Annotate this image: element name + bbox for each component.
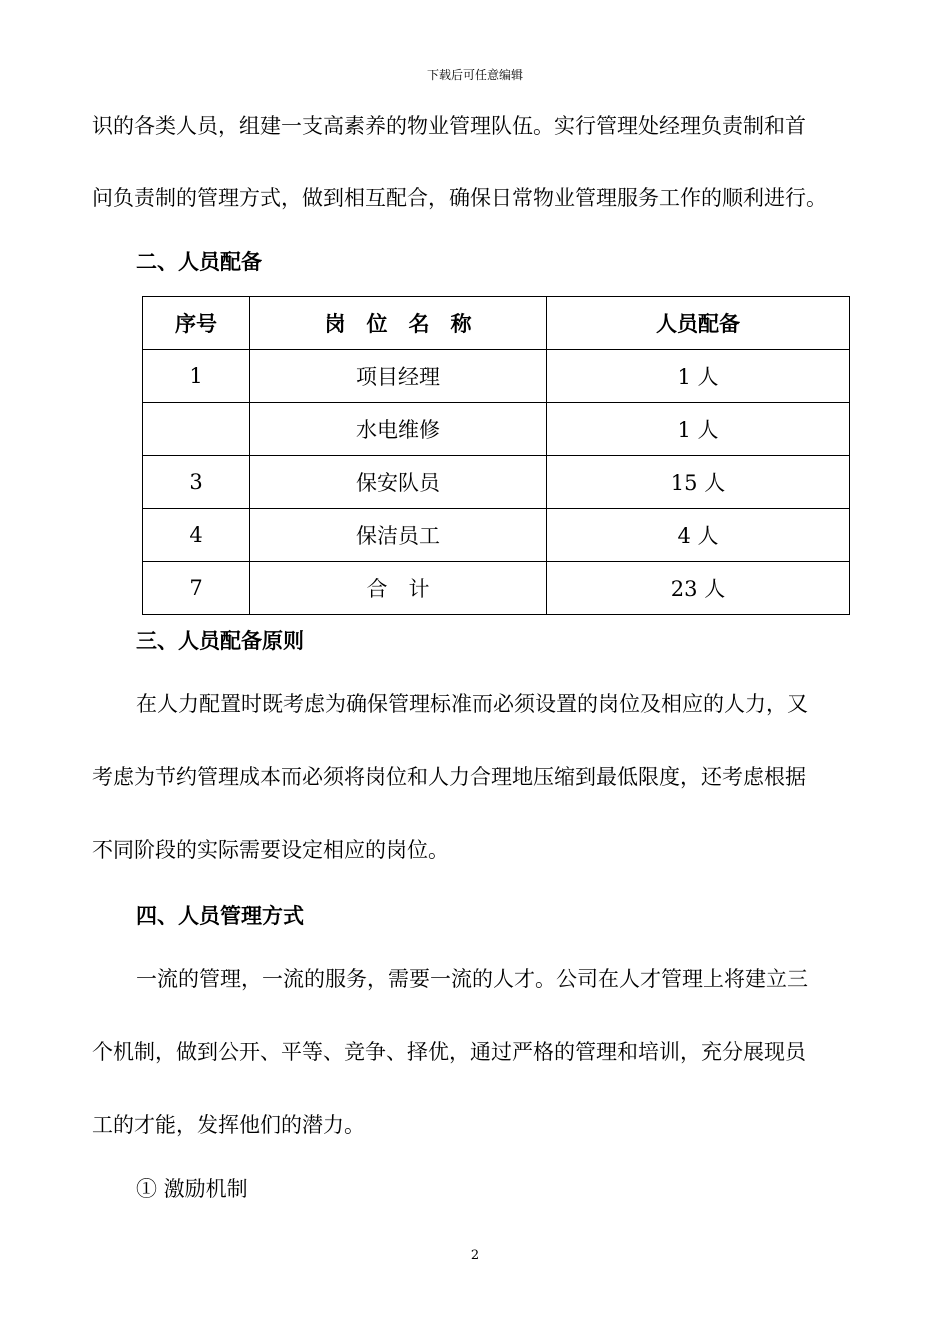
- table-row: [143, 456, 850, 509]
- cell-staffing: 23 人: [547, 562, 850, 615]
- cell-serial: 4: [143, 509, 250, 562]
- section-2-heading: 二、人员配备: [136, 250, 262, 274]
- cell-staffing: 4 人: [547, 509, 850, 562]
- header-serial: 序号: [143, 297, 250, 350]
- cell-position: 保洁员工: [250, 509, 547, 562]
- staffing-table: [142, 296, 850, 615]
- cell-serial: 3: [143, 456, 250, 509]
- header-staffing: 人员配备: [547, 297, 850, 350]
- cell-serial: 1: [143, 350, 250, 403]
- section-4-line-1: 一流的管理，一流的服务，需要一流的人才。公司在人才管理上将建立三: [136, 967, 808, 991]
- table-row: [143, 509, 850, 562]
- cell-position: 项目经理: [250, 350, 547, 403]
- cell-serial: 7: [143, 562, 250, 615]
- page-number: 2: [470, 1248, 480, 1263]
- table-row: [143, 350, 850, 403]
- cell-staffing: 1 人: [547, 403, 850, 456]
- cell-staffing: 15 人: [547, 456, 850, 509]
- header-position: 岗 位 名 称: [250, 297, 547, 350]
- intro-line-1: 识的各类人员，组建一支高素养的物业管理队伍。实行管理处经理负责制和首: [92, 114, 806, 138]
- cell-serial: [143, 403, 250, 456]
- page-header: 下载后可任意编辑: [426, 68, 523, 82]
- cell-position: 合 计: [250, 562, 547, 615]
- section-3-line-3: 不同阶段的实际需要设定相应的岗位。: [92, 838, 449, 862]
- section-3-heading: 三、人员配备原则: [136, 629, 304, 653]
- section-4-line-2: 个机制，做到公开、平等、竞争、择优，通过严格的管理和培训，充分展现员: [92, 1040, 806, 1064]
- section-3-line-1: 在人力配置时既考虑为确保管理标准而必须设置的岗位及相应的人力，又: [136, 692, 808, 716]
- list-item-incentive: ① 激励机制: [136, 1177, 248, 1201]
- cell-position: 保安队员: [250, 456, 547, 509]
- cell-position: 水电维修: [250, 403, 547, 456]
- table-header-row: [143, 297, 850, 350]
- section-3-line-2: 考虑为节约管理成本而必须将岗位和人力合理地压缩到最低限度，还考虑根据: [92, 765, 806, 789]
- cell-staffing: 1 人: [547, 350, 850, 403]
- section-4-heading: 四、人员管理方式: [136, 904, 304, 928]
- intro-line-2: 问负责制的管理方式，做到相互配合，确保日常物业管理服务工作的顺利进行。: [92, 186, 827, 210]
- table-row: [143, 403, 850, 456]
- section-4-line-3: 工的才能，发挥他们的潜力。: [92, 1113, 365, 1137]
- table-row: [143, 562, 850, 615]
